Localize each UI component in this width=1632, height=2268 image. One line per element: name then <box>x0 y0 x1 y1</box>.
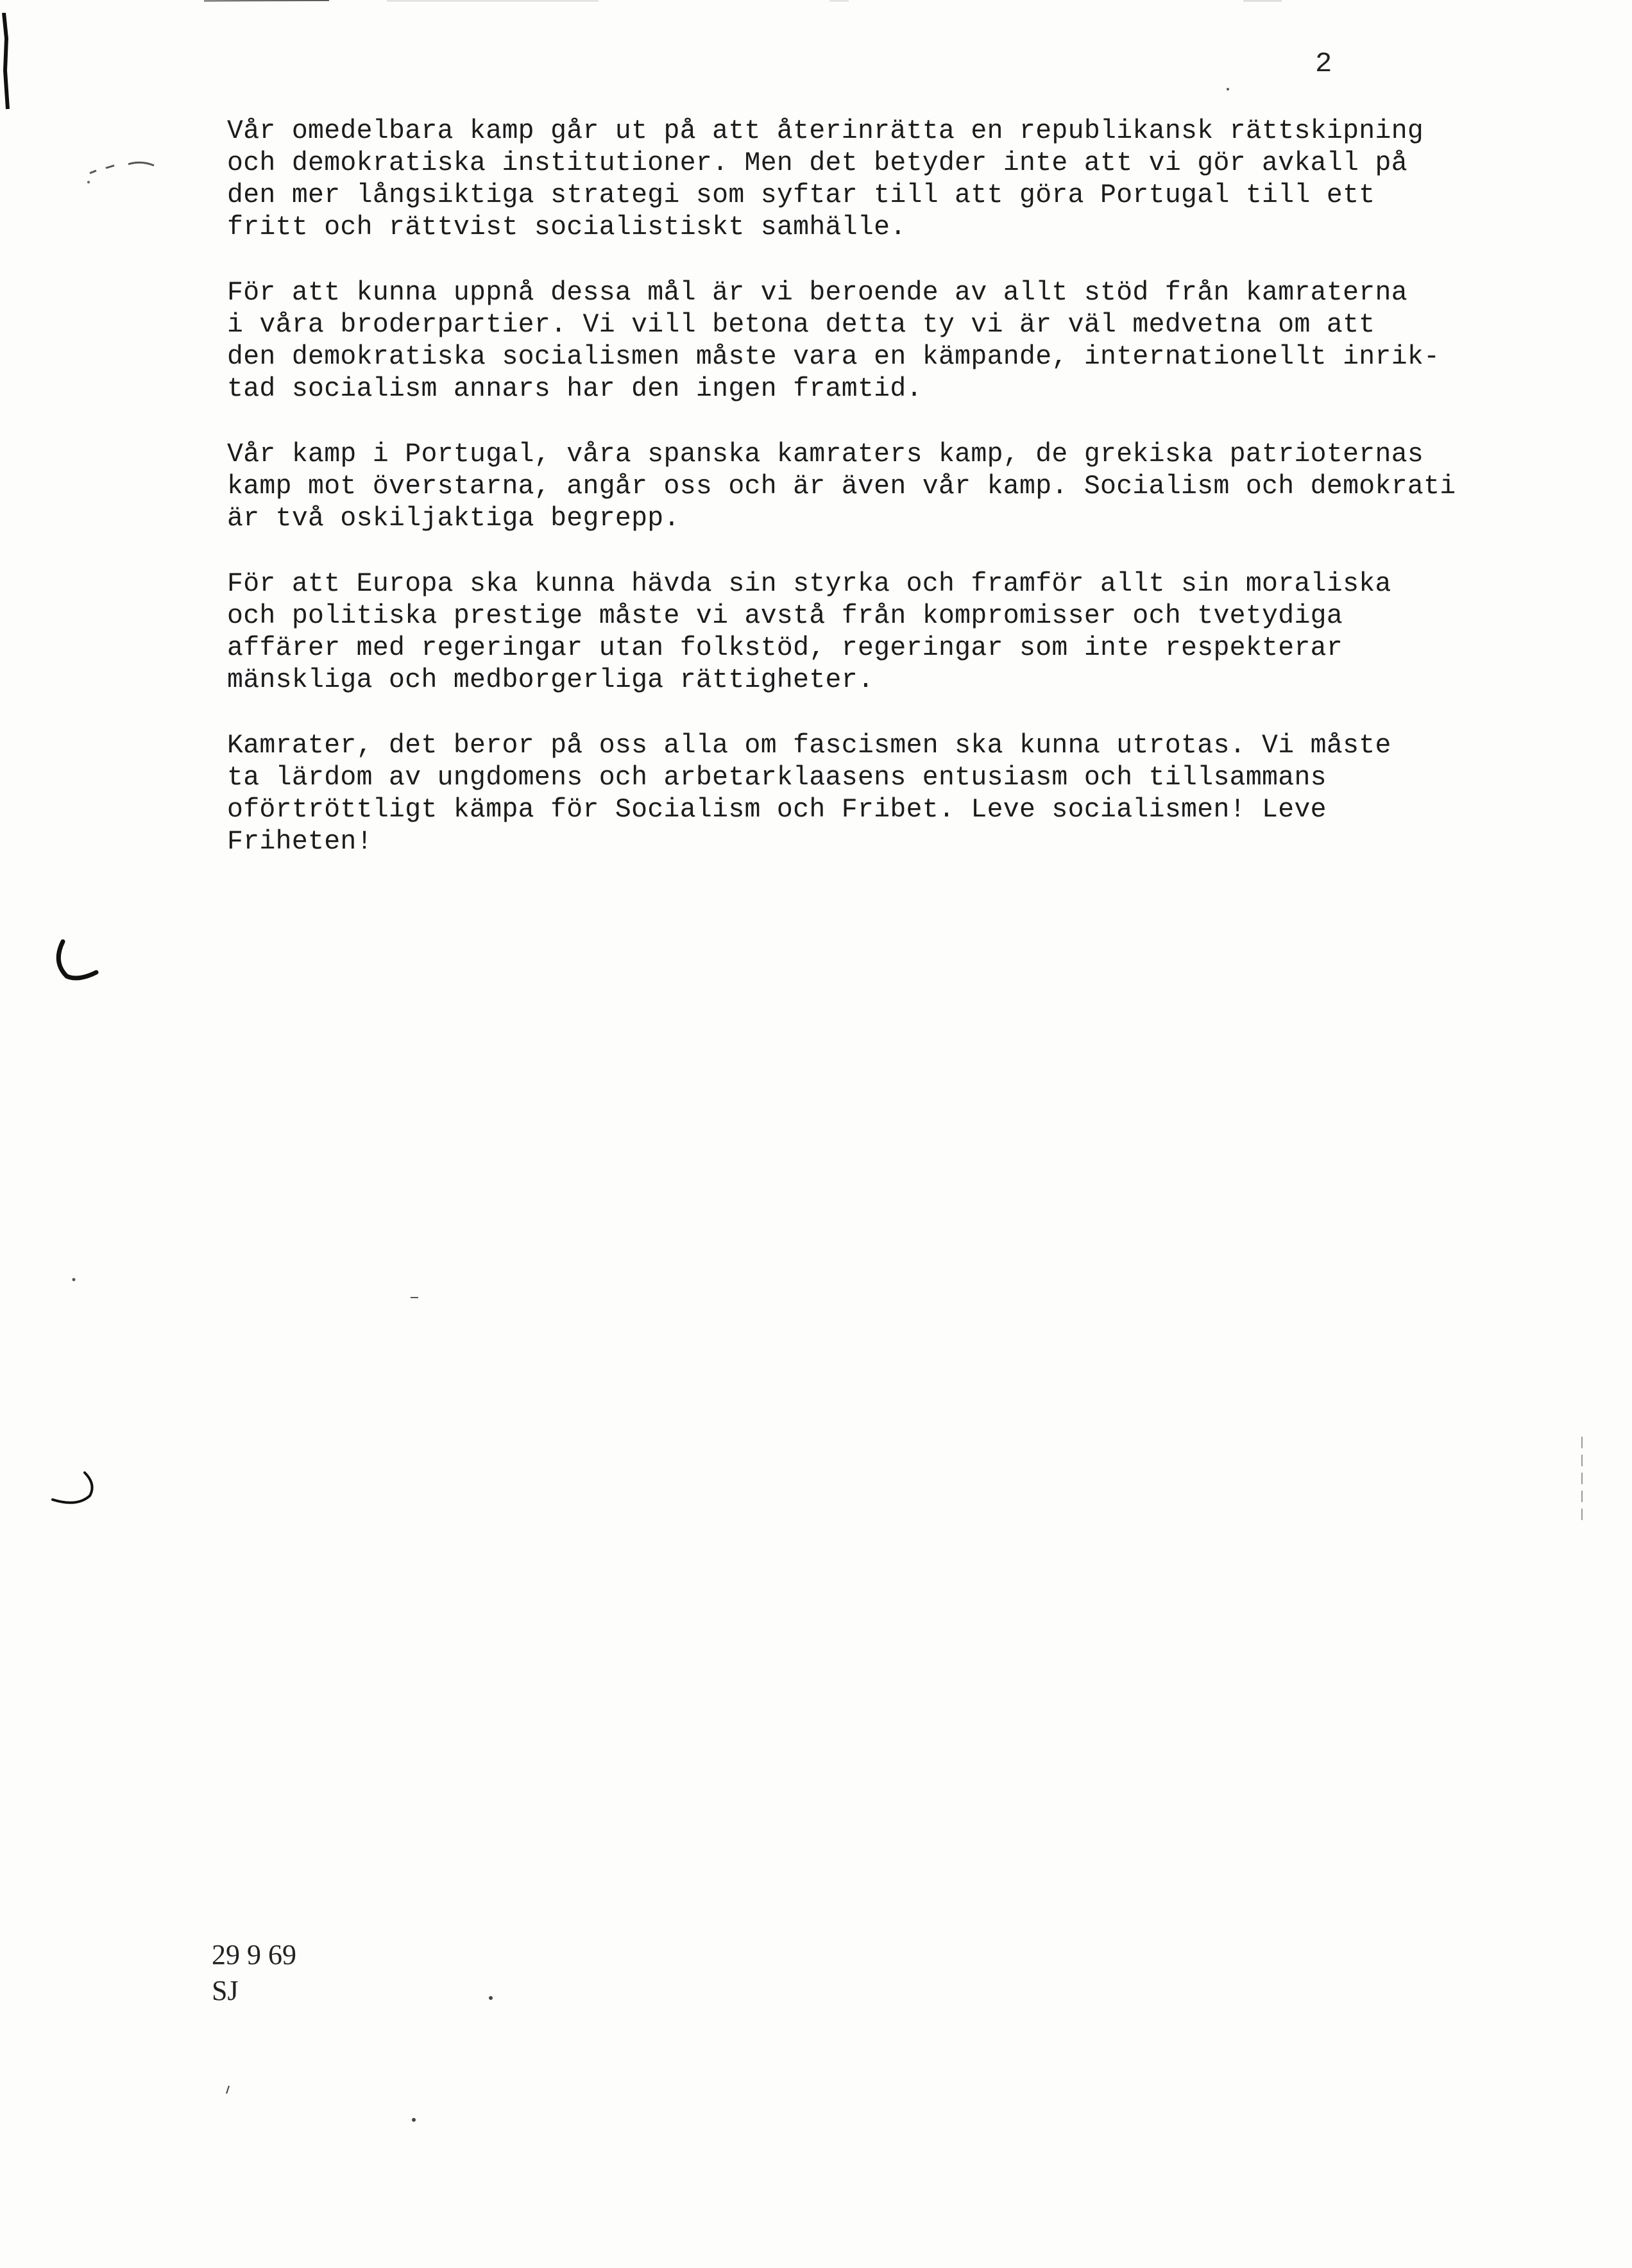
text-line: Kamrater, det beror på oss alla om fascismen ska kunna utrotas. Vi måste <box>227 731 1391 761</box>
paragraph <box>227 568 1510 697</box>
text-line: Vår omedelbara kamp går ut på att återinrätta en republikansk rättskipning <box>227 116 1424 146</box>
text-line: För att Europa ska kunna hävda sin styrka och framför allt sin moraliska <box>227 569 1391 599</box>
letter-body <box>227 115 1510 892</box>
paragraph <box>227 439 1510 535</box>
paragraph <box>227 730 1510 858</box>
scan-speck <box>488 1995 494 2001</box>
scan-speck <box>411 1296 420 1299</box>
signature-initials: SJ <box>212 1975 239 2006</box>
text-line: och demokratiska institutioner. Men det betyder inte att vi gör avkall på <box>227 148 1407 178</box>
text-line: oförtröttligt kämpa för Socialism och Fribet. Leve socialismen! Leve <box>227 795 1327 825</box>
scan-speck <box>71 1276 77 1283</box>
text-line: den mer långsiktiga strategi som syftar till att göra Portugal till ett <box>227 180 1375 210</box>
text-line: Vår kamp i Portugal, våra spanska kamraters kamp, de grekiska patrioternas <box>227 439 1424 470</box>
text-line: fritt och rättvist socialistiskt samhälle. <box>227 212 906 242</box>
page-number: 2 <box>1315 48 1332 80</box>
text-line: Friheten! <box>227 827 373 857</box>
paragraph <box>227 277 1510 405</box>
margin-scribble-mark <box>83 154 160 192</box>
text-line: kamp mot överstarna, angår oss och är även vår kamp. Socialism och demokrati <box>227 471 1456 502</box>
text-line: är två oskiljaktiga begrepp. <box>227 504 680 534</box>
scan-top-edge <box>0 0 1632 4</box>
scan-speck <box>225 2085 231 2095</box>
text-line: ta lärdom av ungdomens och arbetarklaasens entusiasm och tillsammans <box>227 763 1327 793</box>
text-line: mänskliga och medborgerliga rättigheter. <box>227 665 874 695</box>
paragraph <box>227 115 1510 244</box>
text-line: och politiska prestige måste vi avstå från kompromisser och tvetydiga <box>227 601 1343 631</box>
text-line: den demokratiska socialismen måste vara en kämpande, internationellt inrik- <box>227 342 1440 372</box>
punch-hole-mark-lower <box>45 1469 109 1520</box>
text-line: För att kunna uppnå dessa mål är vi beroende av allt stöd från kamraterna <box>227 278 1407 308</box>
scan-speck <box>1225 87 1230 92</box>
text-line: i våra broderpartier. Vi vill betona detta ty vi är väl medvetna om att <box>227 310 1375 340</box>
right-edge-fold-mark <box>1579 1437 1585 1527</box>
text-line: affärer med regeringar utan folkstöd, regeringar som inte respekterar <box>227 633 1343 663</box>
scan-speck <box>411 2117 417 2123</box>
signature-date: 29 9 69 <box>212 1939 296 1970</box>
punch-hole-mark-upper <box>45 936 109 988</box>
scan-left-edge-mark <box>0 13 13 115</box>
signature-block <box>212 1937 296 2009</box>
text-line: tad socialism annars har den ingen framtid. <box>227 374 922 404</box>
